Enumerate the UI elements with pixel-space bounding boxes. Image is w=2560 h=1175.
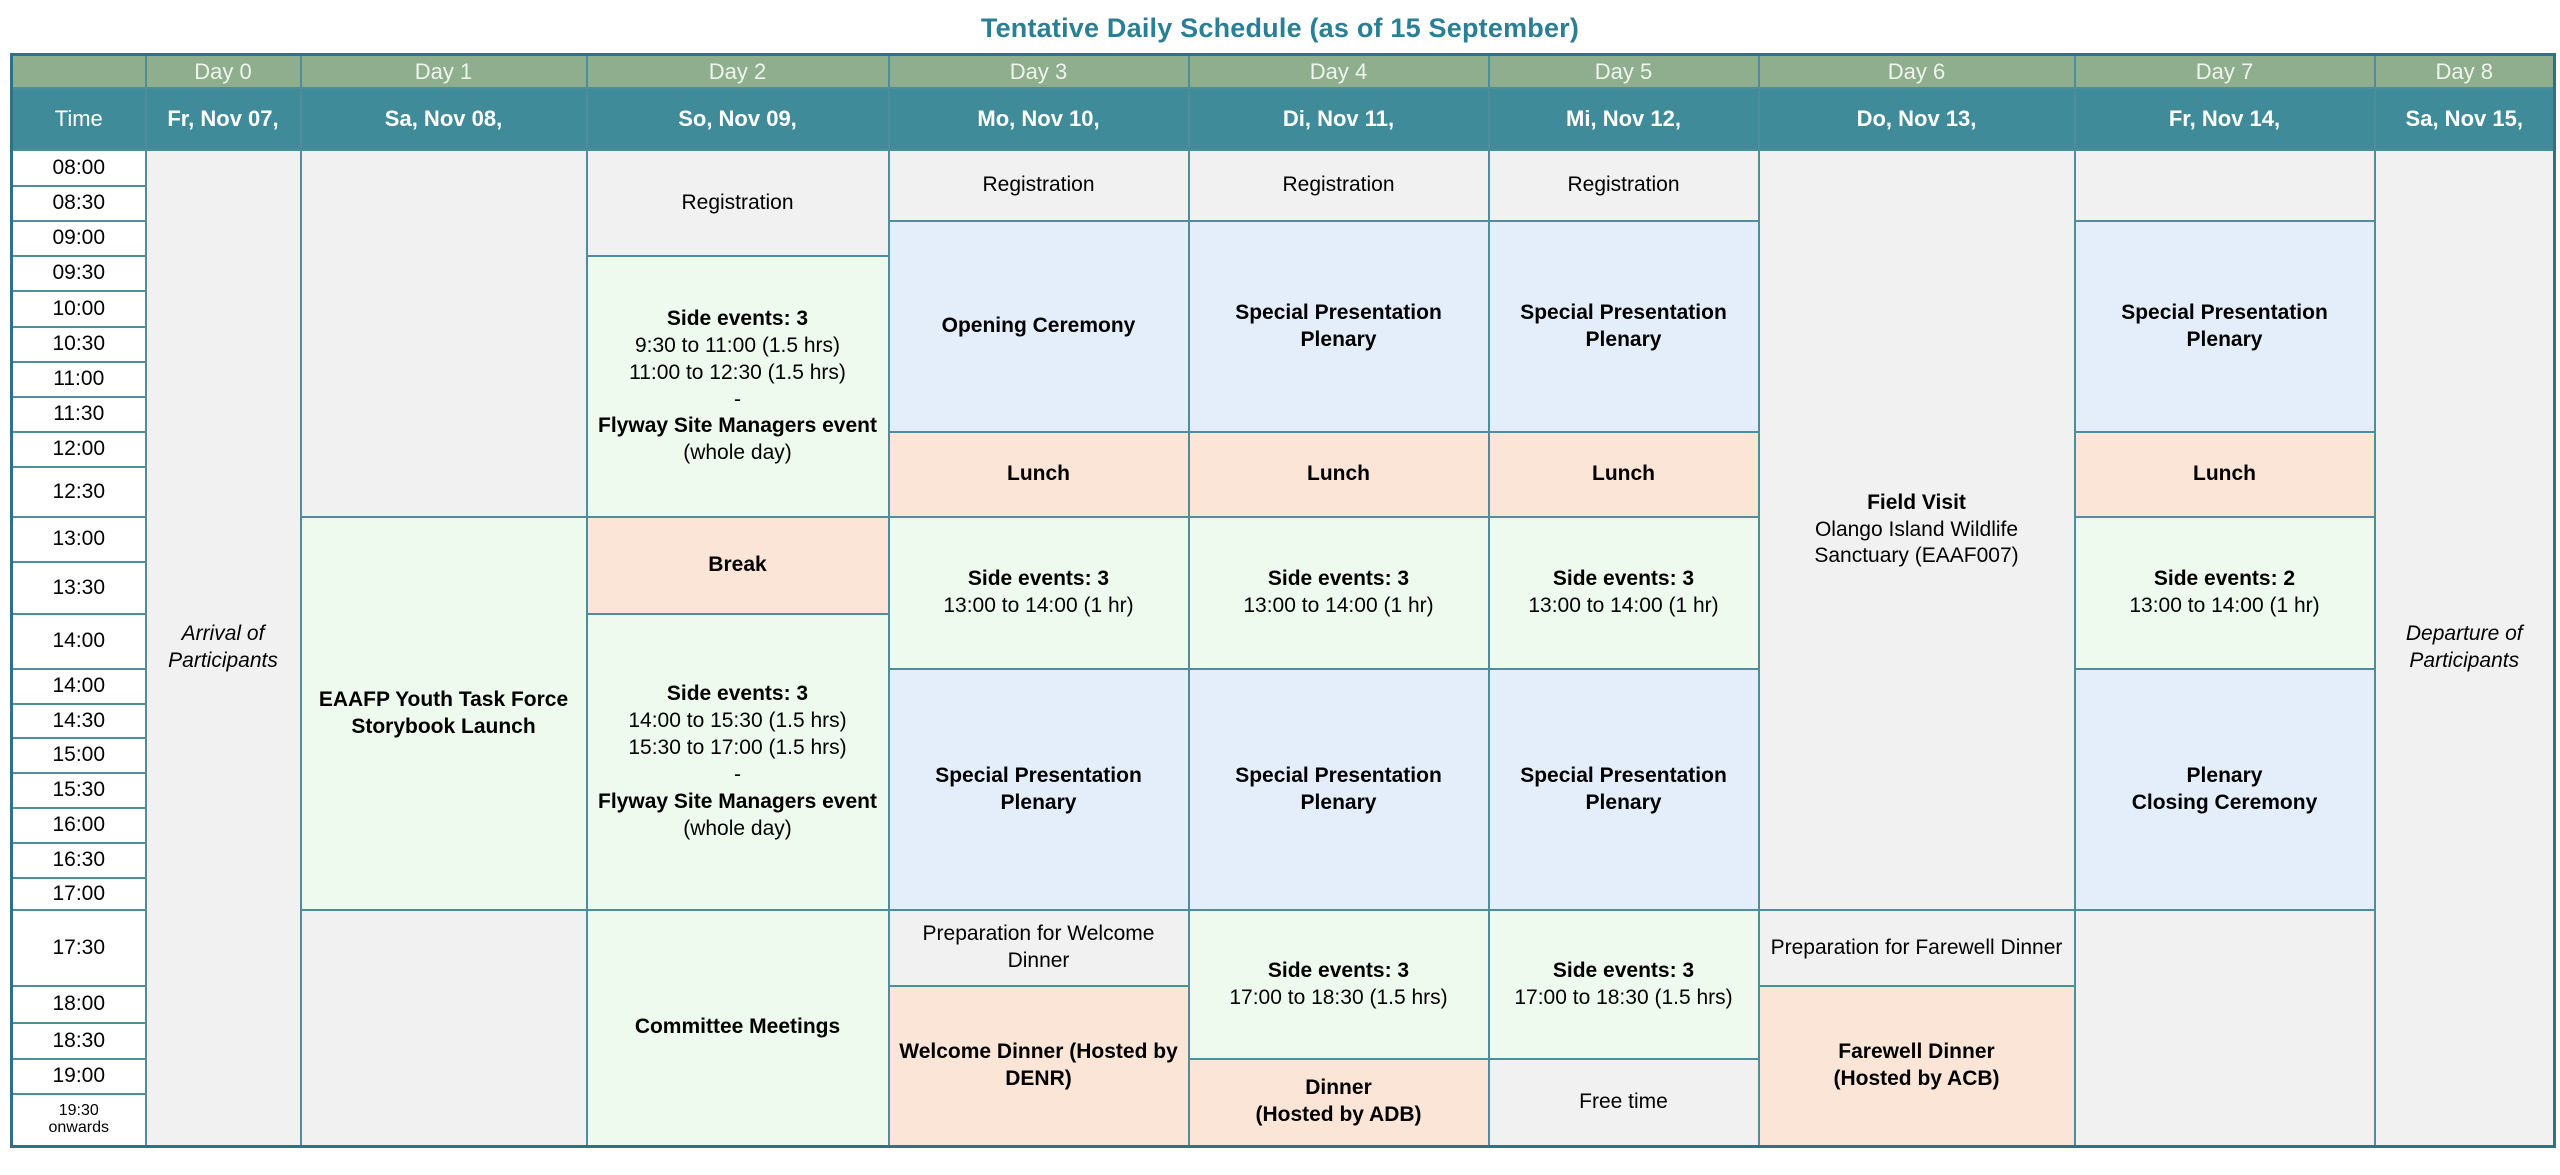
cell-text: - [734,387,741,411]
time-label: 16:30 [52,848,106,872]
cell-line [594,333,882,360]
cell-text: 13:00 to 14:00 (1 hr) [1243,594,1434,617]
date-header-6: Do, Nov 13, [1759,88,2075,150]
cell-text: Side events: 3 [967,567,1110,591]
cell-line [896,461,1182,488]
time-cell-22 [12,1023,146,1059]
time-label: 11:00 [53,367,105,391]
day-header-6: Day 6 [1759,55,2075,89]
cell-line [153,621,294,648]
cell-text: Side events: 3 [1267,567,1410,591]
day3-registration [889,150,1189,221]
day2-registration [587,150,889,256]
cell-line [1496,763,1752,817]
cell-text: Lunch [1007,462,1070,486]
time-label: 18:30 [52,1028,106,1052]
day-header-4: Day 4 [1189,55,1489,89]
cell-text: 17:00 to 18:30 (1.5 hrs) [1514,985,1733,1009]
cell-text: (Hosted by ADB) [1255,1103,1422,1127]
cell-line [1496,593,1752,620]
departure-of-participants [2375,150,2555,1146]
cell-text: (whole day) [683,441,792,465]
day5-special-presentation-plenary-pm [1489,669,1759,910]
cell-line [1766,1066,2068,1093]
cell-line [896,763,1182,817]
time-label: 08:00 [52,155,106,179]
day4-side-events [1189,517,1489,669]
cell-text: Registration [982,173,1095,197]
day-header-3: Day 3 [889,55,1189,89]
time-label: 08:30 [52,191,106,215]
day3-preparation-welcome-dinner [889,910,1189,986]
cell-line [594,413,882,467]
day-header-7: Day 7 [2075,55,2375,89]
cell-text: 11:00 to 12:30 (1.5 hrs) [629,360,846,384]
cell-text: 13:00 to 14:00 (1 hr) [943,594,1134,617]
corner-cell [12,55,146,89]
time-label: 12:30 [52,479,106,503]
date-header-4: Di, Nov 11, [1189,88,1489,150]
date-header-3: Mo, Nov 10, [889,88,1189,150]
cell-line [896,313,1182,340]
day-header-row [12,55,2555,89]
time-cell-4 [12,291,146,327]
day-header-5: Day 5 [1489,55,1759,89]
day5-side-events [1489,517,1759,669]
time-label: 16:00 [52,813,106,837]
cell-line [2382,648,2548,675]
time-sublabel: onwards [48,1118,109,1136]
time-cell-15 [12,738,146,773]
day7-empty-morning [2075,150,2375,221]
cell-text: Break [708,553,767,577]
day5-free-time [1489,1059,1759,1146]
cell-line [308,687,580,741]
cell-text: Opening Ceremony [941,314,1136,338]
cell-text: Closing Ceremony [2131,790,2318,814]
schedule-row-20 [12,910,2555,986]
day2-break [587,517,889,614]
cell-text: Special Presentation Plenary [1520,300,1727,351]
day2-side-events-afternoon [587,614,889,910]
cell-line [1496,461,1752,488]
day7-empty-evening [2075,910,2375,1146]
cell-text: Plenary [2186,763,2263,787]
cell-text: Participants [168,648,278,672]
time-cell-3 [12,256,146,291]
time-label: 10:30 [52,332,106,356]
time-cell-10 [12,517,146,562]
cell-text: 13:00 to 14:00 (1 hr) [2129,594,2320,617]
time-label: 10:00 [52,296,106,320]
cell-text: Side events: 2 [2153,567,2296,591]
time-cell-7 [12,397,146,432]
cell-line [1196,566,1482,593]
time-cell-11 [12,562,146,614]
cell-text: Lunch [2193,462,2256,486]
day4-special-presentation-plenary-am [1189,221,1489,432]
day7-special-presentation-plenary [2075,221,2375,432]
day7-side-events [2075,517,2375,669]
day5-special-presentation-plenary-am [1489,221,1759,432]
day3-special-presentation-plenary [889,669,1189,910]
cell-text: Arrival of [181,621,265,645]
time-cell-1 [12,186,146,221]
cell-line [896,1039,1182,1093]
time-label: 12:00 [52,437,106,461]
cell-line [1196,958,1482,985]
cell-line [1766,1039,2068,1066]
cell-text: Special Presentation Plenary [935,763,1142,814]
time-cell-12 [12,614,146,669]
day-header-1: Day 1 [301,55,587,89]
cell-line [1196,1102,1482,1129]
cell-text: Preparation for Farewell Dinner [1770,935,2063,959]
cell-text: Farewell Dinner [1838,1039,1995,1063]
cell-line [2082,763,2368,790]
cell-text: Dinner [1305,1076,1372,1100]
cell-text: Departure of [2405,621,2523,645]
cell-line [2382,621,2548,648]
date-header-8: Sa, Nov 15, [2375,88,2555,150]
date-header-1: Sa, Nov 08, [301,88,587,150]
time-label: 15:30 [52,778,106,802]
cell-line [2082,461,2368,488]
time-label: 17:00 [52,881,106,905]
cell-line [594,552,882,579]
cell-text: Olango Island Wildlife Sanctuary (EAAF007) [1814,517,2019,568]
cell-text: (Hosted by ACB) [1833,1066,2000,1090]
time-cell-19 [12,878,146,910]
time-cell-21 [12,986,146,1023]
cell-text: Registration [681,190,794,214]
cell-line [1196,300,1482,354]
cell-line [1196,172,1482,199]
day4-special-presentation-plenary-pm [1189,669,1489,910]
cell-line [2082,790,2368,817]
date-header-0: Fr, Nov 07, [146,88,301,150]
cell-line [1196,985,1482,1012]
day3-lunch [889,432,1189,517]
time-cell-18 [12,843,146,878]
day7-plenary-closing-ceremony [2075,669,2375,910]
time-cell-8 [12,432,146,467]
time-cell-16 [12,773,146,808]
cell-line [2082,566,2368,593]
day1-empty-morning [301,150,587,517]
cell-line [896,921,1182,975]
day-header-2: Day 2 [587,55,889,89]
cell-text: Committee Meetings [634,1015,841,1039]
day6-preparation-farewell-dinner [1759,910,2075,986]
schedule-row-10 [12,517,2555,562]
cell-text: - [734,763,741,786]
schedule-row-0 [12,150,2555,186]
time-label: 15:00 [52,743,106,767]
date-header-7: Fr, Nov 14, [2075,88,2375,150]
day7-lunch [2075,432,2375,517]
cell-line [594,789,882,843]
time-cell-9 [12,467,146,517]
cell-line [594,681,882,708]
date-header-5: Mi, Nov 12, [1489,88,1759,150]
time-cell-6 [12,362,146,397]
day4-side-events-evening [1189,910,1489,1059]
day5-side-events-evening [1489,910,1759,1059]
cell-text: 15:30 to 17:00 (1.5 hrs) [628,736,847,760]
cell-text: Side events: 3 [666,306,809,330]
cell-line [1196,1075,1482,1102]
time-cell-24 [12,1094,146,1146]
day1-empty-evening [301,910,587,1146]
time-cell-20 [12,910,146,986]
time-label: 18:00 [52,992,106,1016]
cell-text: (whole day) [683,816,792,840]
time-label: 17:30 [52,935,106,959]
time-cell-0 [12,150,146,186]
time-label: 19:00 [52,1064,106,1088]
cell-line [2082,300,2368,354]
cell-text: Side events: 3 [1552,567,1695,591]
cell-line [2082,593,2368,620]
cell-text: Participants [2409,648,2520,672]
cell-text: Welcome Dinner (Hosted by DENR) [899,1039,1178,1090]
time-cell-2 [12,221,146,256]
time-label: 14:00 [52,629,106,653]
cell-line [896,172,1182,199]
day1-eaafp-youth-task-force-storybook-launch [301,517,587,910]
page-title: Tentative Daily Schedule (as of 15 September) [980,13,1580,43]
time-label: 09:30 [52,261,106,285]
day4-lunch [1189,432,1489,517]
cell-line [594,1014,882,1041]
cell-text: EAAFP Youth Task Force Storybook Launch [318,687,569,738]
day3-opening-ceremony [889,221,1189,432]
cell-text: Side events: 3 [1552,958,1695,982]
cell-line [1496,1089,1752,1116]
cell-line [1196,763,1482,817]
time-label: 13:00 [52,527,106,551]
cell-line [1496,958,1752,985]
cell-line [594,708,882,735]
cell-text: Side events: 3 [1267,958,1410,982]
schedule-body [12,150,2555,1146]
cell-line [1496,985,1752,1012]
time-label: 14:00 [52,674,106,698]
cell-line [594,387,882,414]
cell-line [896,566,1182,593]
cell-text: Special Presentation Plenary [1235,763,1442,814]
day2-committee-meetings [587,910,889,1146]
day-header-0: Day 0 [146,55,301,89]
day3-side-events [889,517,1189,669]
cell-text: 14:00 to 15:30 (1.5 hrs) [628,709,847,733]
date-header-row [12,88,2555,150]
cell-line [153,648,294,675]
time-label: 13:30 [52,575,106,599]
cell-line [594,762,882,789]
cell-text: Free time [1579,1089,1668,1113]
day4-dinner-adb [1189,1059,1489,1146]
cell-line [594,735,882,762]
cell-line [1766,517,2068,571]
cell-text: Lunch [1307,462,1370,486]
cell-text: Field Visit [1867,490,1966,514]
cell-text: Special Presentation Plenary [1520,763,1727,814]
cell-line [594,190,882,217]
cell-text: Lunch [1592,462,1655,486]
cell-text: 13:00 to 14:00 (1 hr) [1528,594,1719,617]
day6-farewell-dinner [1759,986,2075,1146]
day3-welcome-dinner [889,986,1189,1146]
time-cell-14 [12,704,146,738]
day5-lunch [1489,432,1759,517]
cell-line [1496,566,1752,593]
time-cell-23 [12,1059,146,1094]
cell-line [1766,490,2068,517]
cell-line [1196,461,1482,488]
cell-line [1496,300,1752,354]
cell-line [594,360,882,387]
date-header-2: So, Nov 09, [587,88,889,150]
cell-text: Flyway Site Managers event [598,789,877,813]
time-cell-17 [12,808,146,843]
cell-line [1196,593,1482,620]
cell-line [896,593,1182,620]
cell-text: Flyway Site Managers event [598,414,877,438]
cell-text: Preparation for Welcome Dinner [922,922,1155,972]
time-label: 11:30 [53,402,105,426]
time-label: 09:00 [52,226,106,250]
cell-line [1766,935,2068,962]
day2-side-events-morning [587,256,889,517]
cell-text: Special Presentation Plenary [2121,300,2328,351]
cell-line [1496,172,1752,199]
day-header-8: Day 8 [2375,55,2555,89]
day6-field-visit [1759,150,2075,910]
cell-text: 9:30 to 11:00 (1.5 hrs) [634,333,841,357]
cell-text: Registration [1282,173,1395,197]
time-cell-13 [12,669,146,704]
time-header: Time [12,88,146,150]
arrival-of-participants [146,150,301,1146]
cell-text: Special Presentation Plenary [1235,300,1442,351]
time-label: 19:30 [58,1101,99,1119]
cell-text: Registration [1567,173,1680,197]
cell-text: 17:00 to 18:30 (1.5 hrs) [1229,985,1448,1009]
cell-text: Side events: 3 [666,682,809,706]
time-cell-5 [12,327,146,362]
day4-registration [1189,150,1489,221]
time-label: 14:30 [52,708,106,732]
cell-line [594,306,882,333]
schedule-table [10,53,2556,1148]
day5-registration [1489,150,1759,221]
